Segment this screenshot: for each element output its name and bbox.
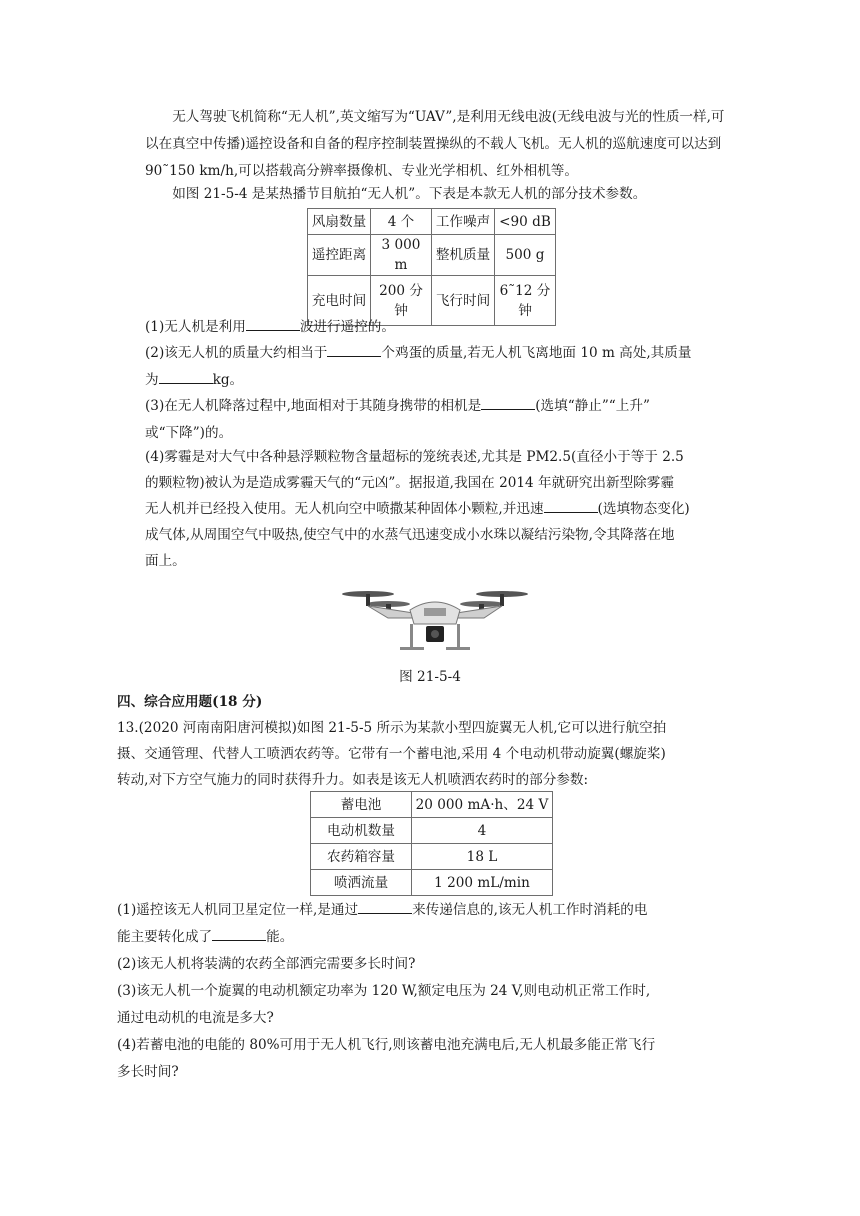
- table-row: [311, 792, 553, 818]
- section-title: 四、综合应用题(18 分): [117, 694, 263, 710]
- table-cell: 风扇数量: [308, 209, 371, 235]
- intro-paragraph-2: 如图 21-5-4 是某热播节目航拍“无人机”。下表是本款无人机的部分技术参数。: [172, 186, 647, 202]
- table-cell: 18 L: [412, 844, 553, 870]
- answer-blank: [212, 926, 266, 941]
- table-cell: 500 g: [495, 235, 556, 276]
- table-cell: 喷洒流量: [311, 870, 412, 896]
- table-cell: 6˜12 分钟: [495, 276, 556, 326]
- question-13-subs: (1)遥控该无人机同卫星定位一样,是通过 来传递信息的,该无人机工作时消耗的电 能主要转化成了 能。 (2)该无人机将装满的农药全部洒完需要多长时间? (3)该无人机一个旋翼的电动机额定功率为 120 W,额定电压为 24 V,则电动机正常工作时, 通过电动机的电流是多大? (4)若蓄电池的电能的 80%可用于无人机飞行,则该蓄电池充满电后,无人机最多能正常飞行 多长时间?: [117, 897, 737, 1086]
- table-cell: 遥控距离: [308, 235, 371, 276]
- figure-caption: 图 21-5-4: [399, 669, 461, 685]
- table-row: [308, 209, 556, 235]
- answer-blank: [544, 498, 598, 513]
- table-cell: 农药箱容量: [311, 844, 412, 870]
- table-row: [311, 870, 553, 896]
- drone-spec-table: [307, 208, 556, 326]
- table-cell: 蓄电池: [311, 792, 412, 818]
- table-row: [311, 844, 553, 870]
- table-cell: <90 dB: [495, 209, 556, 235]
- table-cell: 1 200 mL/min: [412, 870, 553, 896]
- question-13-stem: 13.(2020 河南南阳唐河模拟)如图 21-5-5 所示为某款小型四旋翼无人机,它可以进行航空拍 摄、交通管理、代替人工喷洒农药等。它带有一个蓄电池,采用 4 个电动机带动旋翼(螺旋桨) 转动,对下方空气施力的同时获得升力。如表是该无人机喷洒农药时的部分参数:: [117, 720, 667, 788]
- answer-blank: [246, 316, 300, 331]
- table-cell: 200 分钟: [371, 276, 432, 326]
- table-cell: 20 000 mA·h、24 V: [412, 792, 553, 818]
- table-cell: 工作噪声: [432, 209, 495, 235]
- table-cell: 整机质量: [432, 235, 495, 276]
- question-12-3: (3)在无人机降落过程中,地面相对于其随身携带的相机是 (选填“静止”“上升” 或“下降”)的。: [145, 393, 735, 447]
- table-cell: 4 个: [371, 209, 432, 235]
- table-row: [308, 235, 556, 276]
- drone-illustration: [340, 580, 530, 652]
- table-cell: 3 000 m: [371, 235, 432, 276]
- answer-blank: [358, 899, 412, 914]
- answer-blank: [159, 369, 213, 384]
- table-cell: 充电时间: [308, 276, 371, 326]
- table-cell: 4: [412, 818, 553, 844]
- table-row: [311, 818, 553, 844]
- question-12-4: (4)雾霾是对大气中各种悬浮颗粒物含量超标的笼统表述,尤其是 PM2.5(直径小于等于 2.5 的颗粒物)被认为是造成雾霾天气的“元凶”。据报道,我国在 2014 年就研究出新型除雾霾 无人机并已经投入使用。无人机向空中喷撒某种固体小颗粒,并迅速 (选填物态变化) 成气体,从周围空气中吸热,使空气中的水蒸气迅速变成小水珠以凝结污染物,令其降落在地 面上。: [145, 449, 690, 569]
- spray-param-table: [310, 791, 553, 896]
- question-12-1: (1)无人机是利用 波进行遥控的。: [145, 314, 735, 341]
- answer-blank: [481, 395, 535, 410]
- answer-blank: [327, 342, 381, 357]
- table-cell: 电动机数量: [311, 818, 412, 844]
- table-cell: 飞行时间: [432, 276, 495, 326]
- question-12-2: (2)该无人机的质量大约相当于 个鸡蛋的质量,若无人机飞离地面 10 m 高处,其质量 为 kg。: [145, 340, 735, 394]
- intro-paragraph-1: 无人驾驶飞机简称“无人机”,英文缩写为“UAV”,是利用无线电波(无线电波与光的性质一样,可以在真空中传播)遥控设备和自备的程序控制装置操纵的不载人飞机。无人机的巡航速度可以达到 90˜150 km/h,可以搭载高分辨率摄像机、专业光学相机、红外相机等。: [145, 109, 725, 179]
